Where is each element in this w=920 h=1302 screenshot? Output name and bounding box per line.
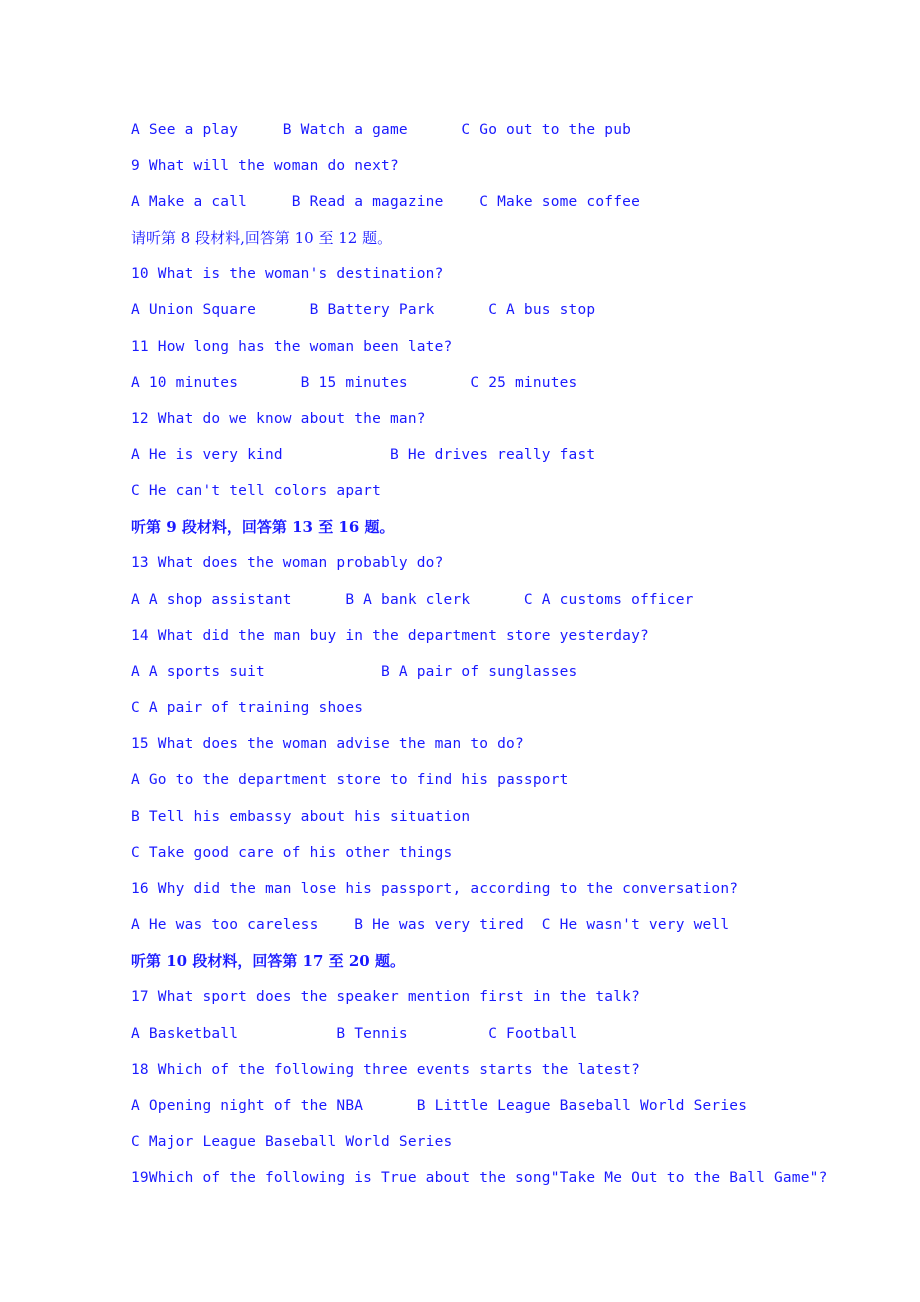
option-line-q14-ab: A A sports suit B A pair of sunglasses [131,664,578,680]
option-line-q13: A A shop assistant B A bank clerk C A customs officer [131,592,694,608]
option-line-q17: A Basketball B Tennis C Football [131,1026,578,1042]
option-line-q18-ab: A Opening night of the NBA B Little League Baseball World Series [131,1098,748,1114]
section-heading-10: 听第 10 段材料，回答第 17 至 20 题。 [131,952,405,970]
option-line-q12-ab: A He is very kind B He drives really fast [131,447,596,463]
question-18: 18 Which of the following three events starts the latest? [131,1062,640,1078]
option-line-q12-c: C He can't tell colors apart [131,483,382,499]
option-line-q10: A Union Square B Battery Park C A bus stop [131,302,596,318]
question-17: 17 What sport does the speaker mention first in the talk? [131,989,640,1005]
option-line-q8: A See a play B Watch a game C Go out to the pub [131,122,632,138]
option-line-q15-c: C Take good care of his other things [131,845,453,861]
question-14: 14 What did the man buy in the department store yesterday? [131,628,649,644]
option-line-q18-c: C Major League Baseball World Series [131,1134,453,1150]
option-line-q15-a: A Go to the department store to find his passport [131,772,569,788]
question-19: 19Which of the following is True about the song"Take Me Out to the Ball Game"? [131,1170,828,1186]
question-9: 9 What will the woman do next? [131,158,399,174]
question-15: 15 What does the woman advise the man to do? [131,736,524,752]
option-line-q11: A 10 minutes B 15 minutes C 25 minutes [131,375,578,391]
section-heading-8: 请听第 8 段材料,回答第 10 至 12 题。 [131,229,393,247]
option-line-q9: A Make a call B Read a magazine C Make some coffee [131,194,640,210]
section-heading-9: 听第 9 段材料，回答第 13 至 16 题。 [131,518,395,536]
question-10: 10 What is the woman's destination? [131,266,444,282]
question-12: 12 What do we know about the man? [131,411,426,427]
question-11: 11 How long has the woman been late? [131,339,453,355]
option-line-q16: A He was too careless B He was very tired C He wasn't very well [131,917,730,933]
option-line-q14-c: C A pair of training shoes [131,700,364,716]
option-line-q15-b: B Tell his embassy about his situation [131,809,471,825]
question-16: 16 Why did the man lose his passport, according to the conversation? [131,881,739,897]
question-13: 13 What does the woman probably do? [131,555,444,571]
